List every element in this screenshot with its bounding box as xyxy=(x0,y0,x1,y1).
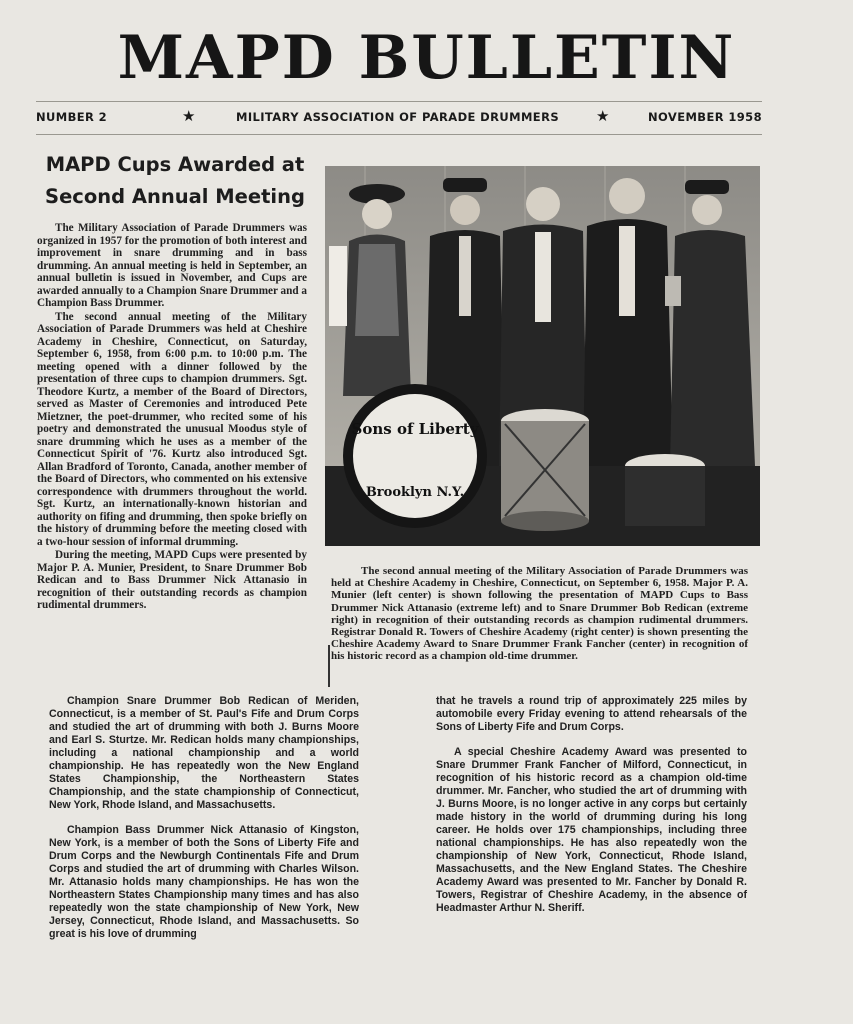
article-column-bottom-left xyxy=(49,695,359,941)
paragraph: The second annual meeting of the Military Association of Parade Drummers was held at Cheshire Academy in Cheshire, Connecticut, on Saturday, September 6, 1958, from 6:00 p.m. to 10:00 p.m. The meeting opened with a dinner followed by the presentation of three cups to champion drummers. Sgt. Theodore Kurtz, a member of the Board of Directors, served as Master of Ceremonies and introduced Pete Mietzner, the poet-drummer, who recited some of his poetry and demonstrated the unusual Moodus style of snare drumming which he uses as a member of the Connecticut Spirit of '76. Kurtz also introduced Sgt. Allan Bradford of Toronto, Canada, another member of the Board of Directors, who commented on his extensive correspondence with drummers throughout the world. Sgt. Kurtz, an internationally-known historian and authority on fifing and drumming, then spoke briefly on the history of drumming before the meeting closed with a two-hour session of informal drumming. xyxy=(37,310,307,548)
top-rule xyxy=(36,101,762,102)
issue-number: NUMBER 2 xyxy=(36,110,108,124)
article-headline xyxy=(30,149,320,213)
photo-caption: The second annual meeting of the Military Association of Parade Drummers was held at Cheshire Academy in Cheshire, Connecticut, on September 6, 1958. Major P. A. Munier (left center) is shown following the presentation of MAPD Cups to Bass Drummer Nick Attanasio (extreme left) and to Snare Drummer Bob Redican (extreme right) in recognition of their outstanding records as champion rudimental drummers. Registrar Donald R. Towers of Cheshire Academy (right center) is shown presenting the Cheshire Academy Award to Snare Drummer Frank Fancher (center) in recognition of his historic record as a champion old-time drummer. xyxy=(331,565,748,663)
paragraph: During the meeting, MAPD Cups were presented by Major P. A. Munier, President, to Snare Drummer Bob Redican and to Bass Drummer Nick Attanasio in recognition of their outstanding records as champion rudimental drummers. xyxy=(37,549,307,611)
photo-illustration xyxy=(325,166,760,546)
paragraph: that he travels a round trip of approximately 225 miles by automobile every Friday evening to attend rehearsals of the Sons of Liberty Fife and Drum Corps. xyxy=(436,695,747,733)
paragraph: The Military Association of Parade Drummers was organized in 1957 for the promotion of both interest and improvement in snare drumming and in bass drumming. An annual meeting is held in September, an annual bulletin is issued in November, and Cups are awarded annually to a Champion Snare Drummer and a Champion Bass Drummer. xyxy=(37,222,307,309)
headline-line-1: MAPD Cups Awarded at xyxy=(45,153,305,176)
drum-text-top: Sons of Liberty xyxy=(351,420,479,438)
paragraph: A special Cheshire Academy Award was presented to Snare Drummer Frank Fancher of Milford, Connecticut, in recognition of his historic record as a champion old-time drummer. Mr. Fancher, who studied the art of drumming with J. Burns Moore, is no longer active in any corps but certainly made history in the world of drumming during his long career. He holds over 175 championships, including three national championships. He has also repeatedly won the championship of New York, Connecticut, Rhode Island, Massachusetts, and the New England States. The Cheshire Academy Award was presented to Mr. Fancher by Donald R. Towers, Registrar of Cheshire Academy, in the absence of Headmaster Arthur N. Sheriff. xyxy=(436,746,747,914)
group-photo xyxy=(325,166,760,546)
paragraph: Champion Bass Drummer Nick Attanasio of Kingston, New York, is a member of both the Sons of Liberty Fife and Drum Corps and the Newburgh Continentals Fife and Drum Corps and studied the art of drumming with Charles Wilson. Mr. Attanasio holds many championships. He has won the Northeastern States Championship many times and has also repeatedly won the state championship of New York, New Jersey, Connecticut, Rhode Island, and Massachusetts. So great is his love of drumming xyxy=(49,824,359,940)
article-column-bottom-right xyxy=(436,695,747,915)
star-icon: ★ xyxy=(596,107,610,125)
caption-bar xyxy=(328,645,330,687)
drum-text-bottom: Brooklyn N.Y. xyxy=(365,485,465,500)
star-icon: ★ xyxy=(182,107,196,125)
paragraph: Champion Snare Drummer Bob Redican of Meriden, Connecticut, is a member of St. Paul's Fife and Drum Corps and studied the art of drumming with both J. Burns Moore and Earl S. Sturtze. Mr. Redican holds many championships, including a national championship and a world championship. He has repeatedly won the New England States Championship, the Northeastern States Championship, and the state championship of Connecticut, New York, Rhode Island, and Massachusetts. xyxy=(49,695,359,811)
article-column-1 xyxy=(37,222,307,612)
issue-date: NOVEMBER 1958 xyxy=(648,110,762,124)
masthead-title: MAPD BULLETIN xyxy=(117,23,736,93)
organization-name: MILITARY ASSOCIATION OF PARADE DRUMMERS xyxy=(236,110,560,124)
info-bar xyxy=(36,108,762,128)
bottom-rule xyxy=(36,134,762,135)
headline-line-2: Second Annual Meeting xyxy=(45,185,305,208)
